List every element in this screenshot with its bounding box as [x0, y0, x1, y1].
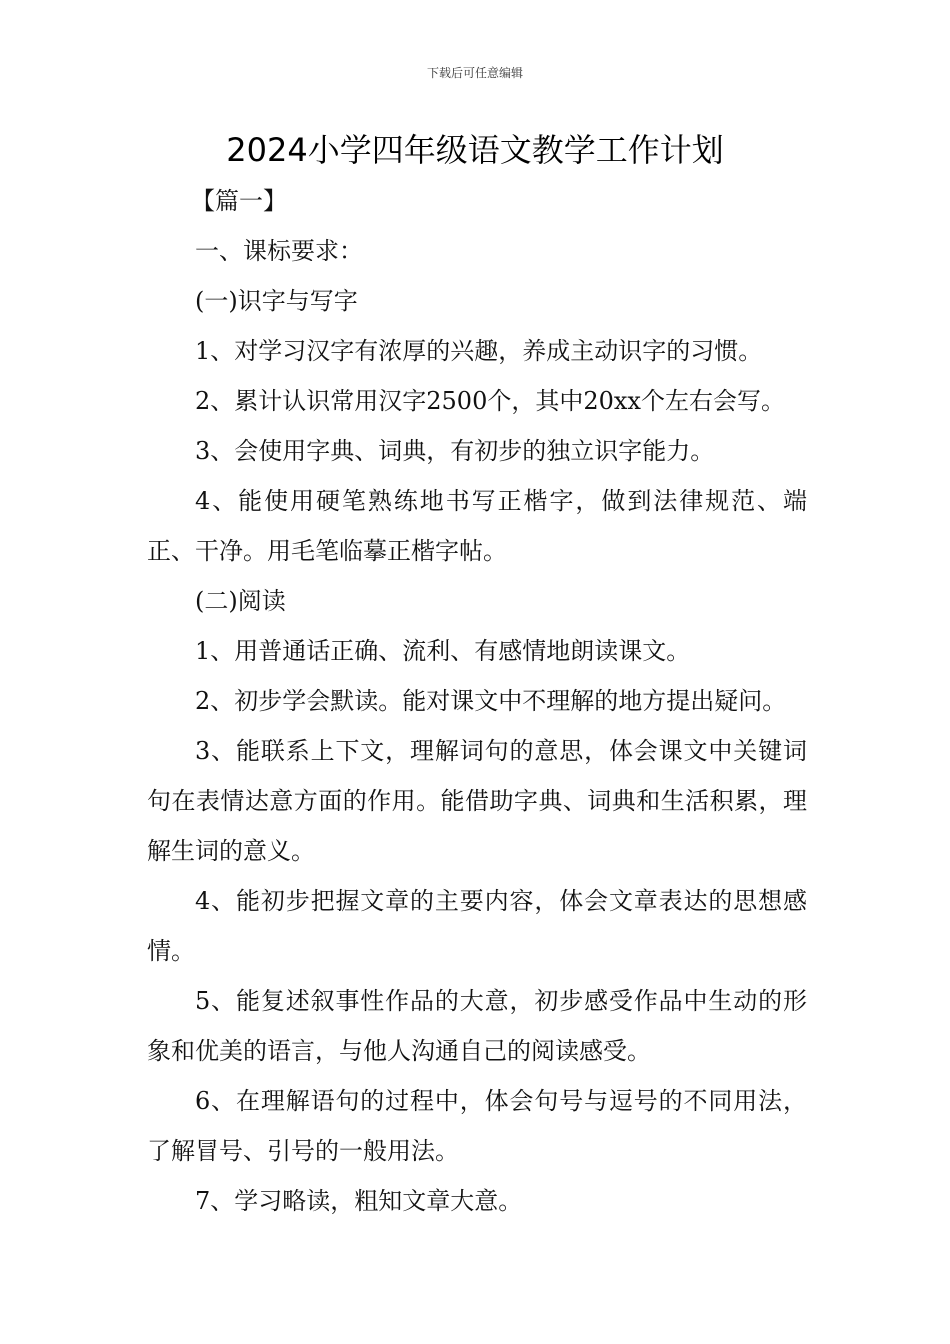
- document-title: 2024小学四年级语文教学工作计划: [226, 131, 724, 169]
- paragraph-item: 4、能初步把握文章的主要内容，体会文章表达的思想感情。: [147, 887, 807, 965]
- paragraph-subheading-reading: (二)阅读: [195, 587, 286, 615]
- paragraph-item: 3、能联系上下文，理解词句的意思，体会课文中关键词句在表情达意方面的作用。能借助字典、词典和生活积累，理解生词的意义。: [147, 737, 807, 865]
- paragraph-item: 2、初步学会默读。能对课文中不理解的地方提出疑问。: [195, 687, 787, 715]
- paragraph-item: 6、在理解语句的过程中，体会句号与逗号的不同用法，了解冒号、引号的一般用法。: [147, 1087, 807, 1165]
- paragraph-item: 3、会使用字典、词典，有初步的独立识字能力。: [195, 437, 715, 465]
- paragraph-subheading-literacy: (一)识字与写字: [195, 287, 358, 315]
- section-label: 【篇一】: [191, 187, 287, 215]
- paragraph-item: 1、用普通话正确、流利、有感情地朗读课文。: [195, 637, 691, 665]
- paragraph-item: 1、对学习汉字有浓厚的兴趣，养成主动识字的习惯。: [195, 337, 763, 365]
- paragraph-heading-standards: 一、课标要求：: [195, 237, 363, 265]
- paragraph-item: 2、累计认识常用汉字2500个，其中20xx个左右会写。: [195, 387, 785, 415]
- paragraph-item: 4、能使用硬笔熟练地书写正楷字，做到法律规范、端正、干净。用毛笔临摹正楷字帖。: [147, 487, 807, 565]
- paragraph-item: 7、学习略读，粗知文章大意。: [195, 1187, 523, 1215]
- header-note: 下载后可任意编辑: [426, 66, 523, 80]
- paragraph-item: 5、能复述叙事性作品的大意，初步感受作品中生动的形象和优美的语言，与他人沟通自己的阅读感受。: [147, 987, 807, 1065]
- document-body: [147, 176, 807, 1226]
